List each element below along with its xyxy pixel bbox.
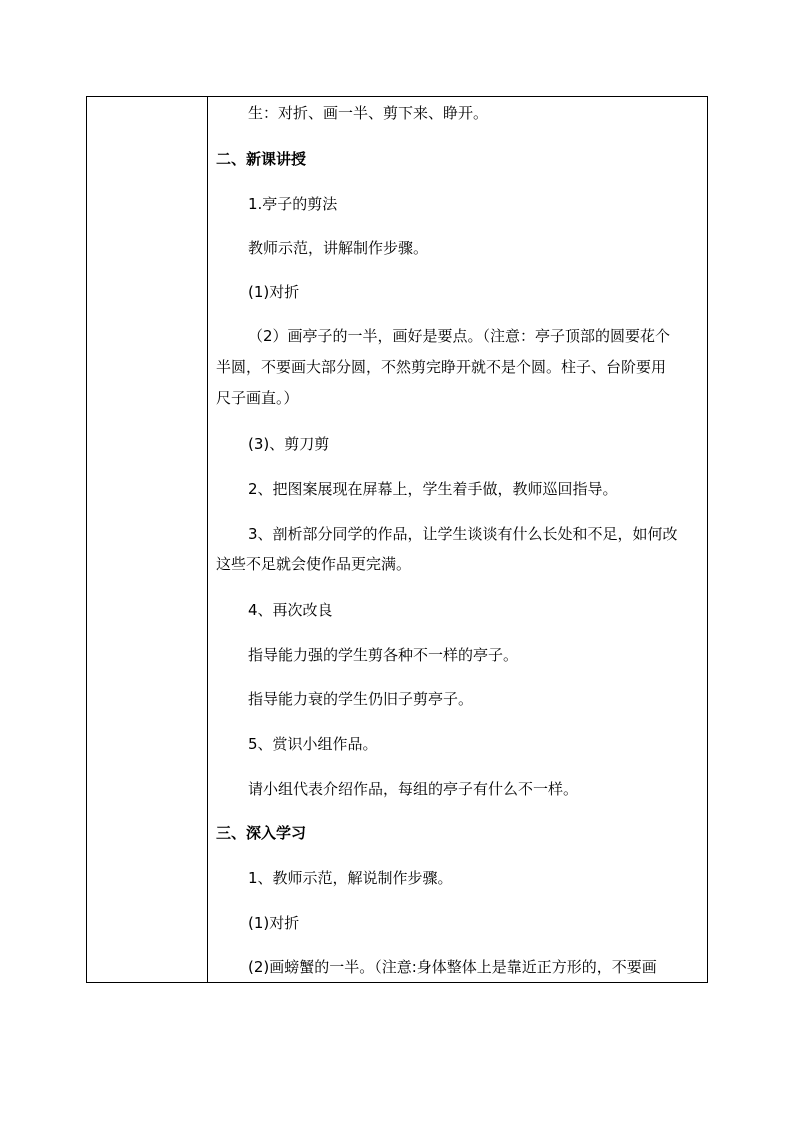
lesson-table <box>86 96 708 983</box>
text-line: （2）画亭子的一半，画好是要点。（注意：亭子顶部的圆要花个 <box>248 327 671 345</box>
text-line: 尺子画直。） <box>216 389 299 407</box>
text-line: 指导能力衰的学生仍旧子剪亭子。 <box>248 690 474 708</box>
text-line: (2)画螃蟹的一半。（注意:身体整体上是靠近正方形的，不要画 <box>248 958 657 976</box>
text-line: 生：对折、画一半、剪下来、睁开。 <box>248 104 489 122</box>
text-line: 5、赏识小组作品。 <box>248 735 378 753</box>
text-line: 1、教师示范，解说制作步骤。 <box>248 869 453 887</box>
text-line: 请小组代表介绍作品，每组的亭子有什么不一样。 <box>248 780 579 798</box>
text-line: 指导能力强的学生剪各种不一样的亭子。 <box>248 646 519 664</box>
text-line: 1.亭子的剪法 <box>248 195 338 213</box>
section-heading: 三、深入学习 <box>216 824 307 842</box>
text-line: 2、把图案展现在屏幕上，学生着手做，教师巡回指导。 <box>248 480 618 498</box>
text-line: 3、剖析部分同学的作品，让学生谈谈有什么长处和不足，如何改 <box>248 525 678 543</box>
text-line: (3)、剪刀剪 <box>248 435 330 453</box>
left-column <box>87 97 208 982</box>
text-line: 教师示范，讲解制作步骤。 <box>248 239 429 257</box>
text-line: 这些不足就会使作品更完满。 <box>216 555 412 573</box>
text-line: 4、再次改良 <box>248 601 333 619</box>
content-column <box>208 97 707 982</box>
text-line: (1)对折 <box>248 914 300 932</box>
text-line: 半圆，不要画大部分圆，不然剪完睁开就不是个圆。柱子、台阶要用 <box>216 358 667 376</box>
section-heading: 二、新课讲授 <box>216 150 307 168</box>
text-line: (1)对折 <box>248 283 300 301</box>
